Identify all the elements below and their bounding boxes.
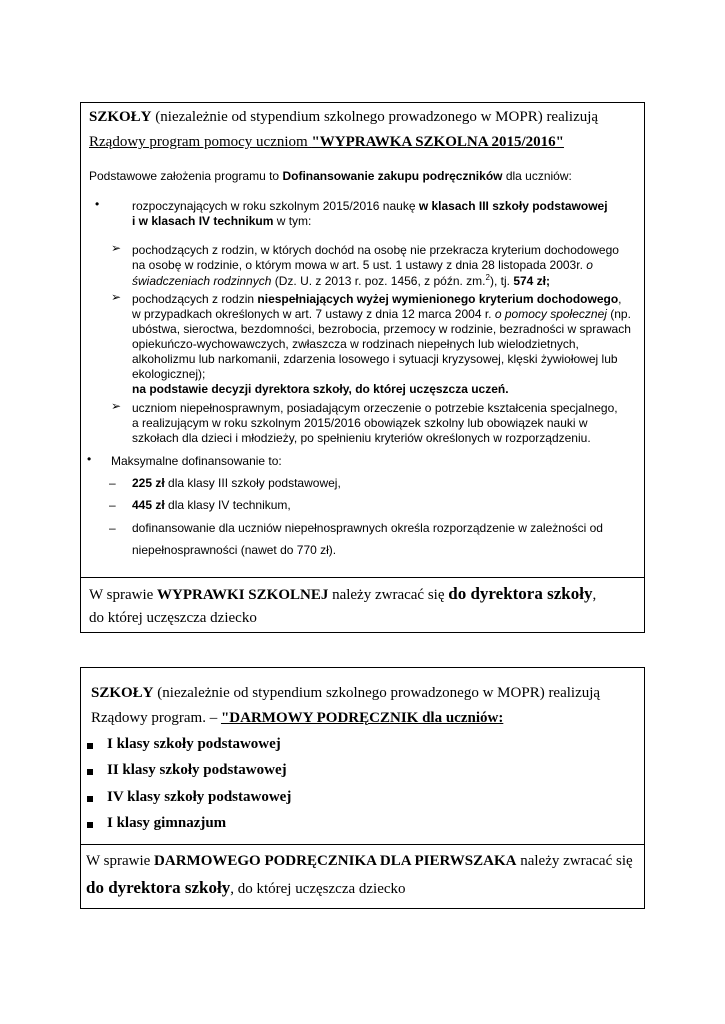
sub2-line5: alkoholizmu lub narkomanii, zdarzenia losowego i sytuacji kryzysowej, klęski żywiołowej lub bbox=[132, 352, 618, 366]
sub3-line2: a realizującym w roku szkolnym 2015/2016 obowiązek szkolny lub obowiązek nauki w bbox=[132, 416, 588, 430]
grade-item: I klasy szkoły podstawowej bbox=[107, 736, 281, 752]
section-divider bbox=[81, 844, 644, 845]
sub2-line2: w przypadkach określonych w art. 7 ustawy z dnia 12 marca 2004 r. o pomocy społecznej (np. bbox=[132, 307, 631, 321]
sub2-line6: ekologicznej); bbox=[132, 367, 206, 381]
bullet-dot-icon: • bbox=[87, 452, 92, 466]
bullet-square-icon bbox=[87, 769, 93, 775]
section-divider bbox=[81, 577, 644, 578]
funding-item-3-line1: dofinansowanie dla uczniów niepełnosprawnych określa rozporządzenie w zależności od bbox=[132, 521, 603, 535]
podrecznik-header-line1: SZKOŁY (niezależnie od stypendium szkolnego prowadzonego w MOPR) realizują bbox=[91, 685, 601, 701]
funding-item-1: 225 zł dla klasy III szkoły podstawowej, bbox=[132, 476, 341, 490]
bullet1-line2: i w klasach IV technikum w tym: bbox=[132, 214, 312, 228]
arrow-bullet-icon: ➢ bbox=[111, 399, 122, 413]
max-funding-label: Maksymalne dofinansowanie to: bbox=[111, 454, 282, 468]
podrecznik-footer-line1: W sprawie DARMOWEGO PODRĘCZNIKA DLA PIERWSZAKA należy zwracać się bbox=[86, 853, 633, 869]
bullet-square-icon bbox=[87, 743, 93, 749]
podrecznik-footer-line2: do dyrektora szkoły, do której uczęszcza dziecko bbox=[86, 878, 406, 897]
funding-item-3-line2: niepełnosprawności (nawet do 770 zł). bbox=[132, 543, 337, 557]
grade-item: IV klasy szkoły podstawowej bbox=[107, 789, 292, 805]
grade-item: I klasy gimnazjum bbox=[107, 815, 227, 831]
sub2-line3: ubóstwa, sieroctwa, bezdomności, bezrobocia, przemocy w rodzinie, bezradności w sprawach bbox=[132, 322, 631, 336]
bullet1-line1: rozpoczynających w roku szkolnym 2015/2016 naukę w klasach III szkoły podstawowej bbox=[132, 199, 608, 213]
bullet-square-icon bbox=[87, 822, 93, 828]
sub3-line3: szkołach dla dzieci i młodzieży, po spełnieniu kryteriów określonych w rozporządzeniu. bbox=[132, 431, 591, 445]
wyprawka-box bbox=[80, 102, 645, 633]
dash-bullet-icon: – bbox=[109, 498, 116, 512]
arrow-bullet-icon: ➢ bbox=[111, 290, 122, 304]
grade-item: II klasy szkoły podstawowej bbox=[107, 762, 287, 778]
wyprawka-footer-line1: W sprawie WYPRAWKI SZKOLNEJ należy zwracać się do dyrektora szkoły, bbox=[89, 584, 597, 603]
bullet-square-icon bbox=[87, 796, 93, 802]
arrow-bullet-icon: ➢ bbox=[111, 241, 122, 255]
sub2-line1: pochodzących z rodzin niespełniających wyżej wymienionego kryterium dochodowego, bbox=[132, 292, 622, 306]
sub3-line1: uczniom niepełnosprawnym, posiadającym orzeczenie o potrzebie kształcenia specjalnego, bbox=[132, 401, 618, 415]
podrecznik-header-line2: Rządowy program. – "DARMOWY PODRĘCZNIK dla uczniów: bbox=[91, 710, 504, 726]
wyprawka-footer-line2: do której uczęszcza dziecko bbox=[89, 610, 257, 626]
sub2-line4: opiekuńczo-wychowawczych, zwłaszcza w rodzinach niepełnych lub wielodzietnych, bbox=[132, 337, 579, 351]
sub2-line7: na podstawie decyzji dyrektora szkoły, do której uczęszcza uczeń. bbox=[132, 382, 509, 396]
sub1-line3: świadczeniach rodzinnych (Dz. U. z 2013 r. poz. 1456, z późn. zm.$^2$), tj. 574 zł; bbox=[132, 273, 550, 288]
funding-item-2: 445 zł dla klasy IV technikum, bbox=[132, 498, 291, 512]
wyprawka-header-line2: Rządowy program pomocy uczniom "WYPRAWKA SZKOLNA 2015/2016" bbox=[89, 134, 564, 150]
sub1-line2: na osobę w rodzinie, o którym mowa w art. 5 ust. 1 ustawy z dnia 28 listopada 2003r. o bbox=[132, 258, 593, 272]
program-intro: Podstawowe założenia programu to Dofinansowanie zakupu podręczników dla uczniów: bbox=[89, 169, 572, 183]
dash-bullet-icon: – bbox=[109, 521, 116, 535]
darmowy-podrecznik-box bbox=[80, 667, 645, 909]
sub1-line1: pochodzących z rodzin, w których dochód na osobę nie przekracza kryterium dochodowego bbox=[132, 243, 619, 257]
bullet-dot-icon: • bbox=[95, 197, 100, 211]
dash-bullet-icon: – bbox=[109, 476, 116, 490]
wyprawka-header-line1: SZKOŁY (niezależnie od stypendium szkolnego prowadzonego w MOPR) realizują bbox=[89, 109, 599, 125]
